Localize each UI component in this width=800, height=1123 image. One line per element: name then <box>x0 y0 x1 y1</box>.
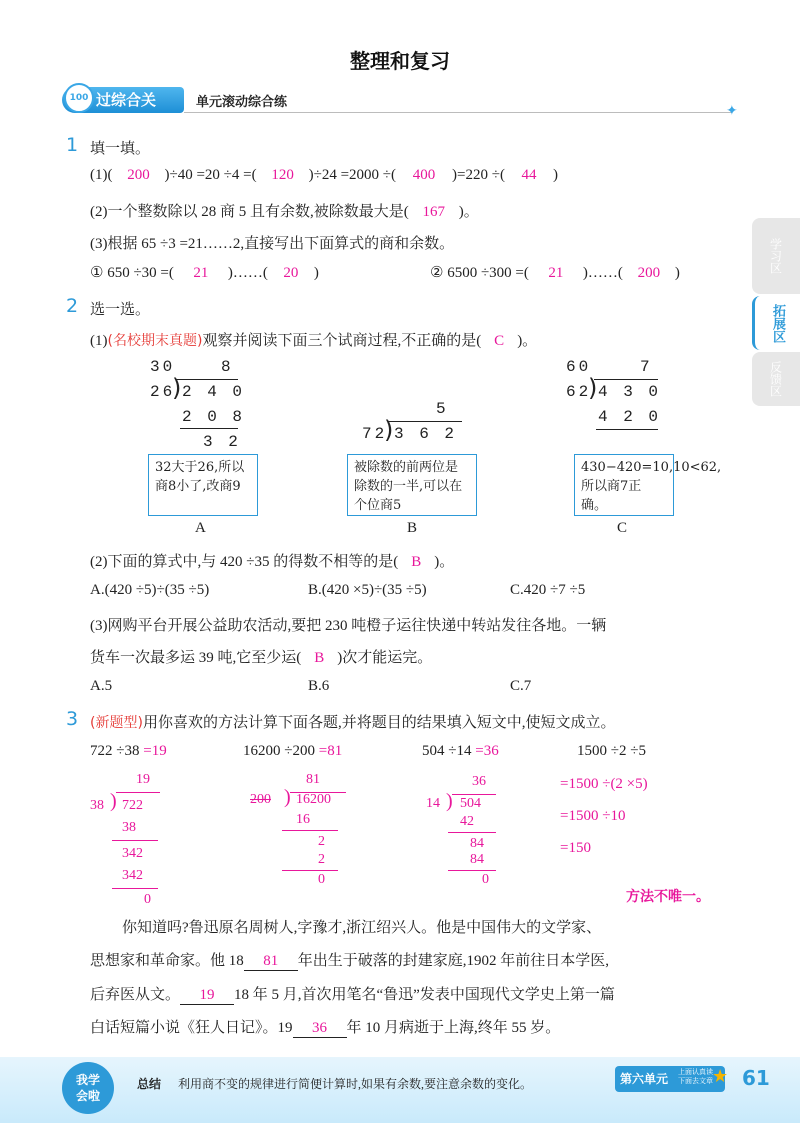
division-bracket: ) <box>110 790 117 812</box>
work-step: 342 <box>122 846 143 861</box>
explanation-box-c: 430−420=10,10<62,所以商7正确。 <box>574 454 674 516</box>
quotient: 8 <box>221 358 234 376</box>
story-line: 白话短篇小说《狂人日记》。19 36 年 10 月病逝于上海,终年 55 岁。 <box>90 1020 561 1036</box>
work-remainder: 0 <box>318 872 325 887</box>
unit-sub: 上面认真读 下面去文章 <box>678 1068 713 1085</box>
option-label-b: B <box>407 520 418 536</box>
explanation-box-b: 被除数的前两位是除数的一半,可以在个位商5 <box>347 454 477 516</box>
work-line: =1500 ÷10 <box>560 808 626 824</box>
divisor: 72 <box>362 425 388 443</box>
mascot-icon: ★ <box>712 1066 729 1086</box>
question-title: 填一填。 <box>90 141 151 157</box>
answer-field: 21 <box>548 265 564 281</box>
star-icon: ✦ <box>726 104 738 119</box>
product: 4 2 0 <box>598 408 662 426</box>
tab-extend[interactable]: 拓展区 <box>752 296 800 350</box>
question-title: (新题型)用你喜欢的方法计算下面各题,并将题目的结果填入短文中,使短文成立。 <box>90 715 616 731</box>
q2-option-a[interactable]: A.(420 ÷5)÷(35 ÷5) <box>90 582 210 598</box>
story-blank: 81 <box>244 953 298 971</box>
answer-field: B <box>411 554 422 570</box>
q2-part3-line1: (3)网购平台开展公益助农活动,要把 230 吨橙子运往快递中转站发往各地。一辆 <box>90 618 607 634</box>
option-label-c: C <box>617 520 628 536</box>
work-dividend: 722 <box>122 798 143 813</box>
answer-field: C <box>494 333 505 349</box>
divisor: 26 <box>150 383 176 401</box>
quotient: 5 <box>436 400 449 418</box>
tag-label: (名校期末真题) <box>107 333 203 349</box>
division-bracket: ) <box>284 786 291 808</box>
work-step: 42 <box>460 814 474 829</box>
work-remainder: 0 <box>482 872 489 887</box>
product: 2 0 8 <box>182 408 246 426</box>
answer-field: 21 <box>193 265 209 281</box>
option-label-a: A <box>195 520 206 536</box>
work-step: 38 <box>122 820 136 835</box>
story-line: 你知道吗?鲁迅原名周树人,字豫才,浙江绍兴人。他是中国伟大的文学家、 <box>122 920 602 936</box>
q2-option-b[interactable]: B.(420 ×5)÷(35 ÷5) <box>308 582 427 598</box>
trial-number: 30 <box>150 358 176 376</box>
tag-label: (新题型) <box>90 715 143 731</box>
work-step: 84 <box>470 852 484 867</box>
answer-field: 44 <box>521 167 537 183</box>
expression-4: 1500 ÷2 ÷5 <box>577 743 646 759</box>
work-remainder: 0 <box>144 892 151 907</box>
page-title: 整理和复习 <box>350 49 450 73</box>
expression-1: 722 ÷38 =19 <box>90 743 167 759</box>
question-title: 选一选。 <box>90 302 151 318</box>
question-number: 1 <box>66 134 79 156</box>
work-dividend: 504 <box>460 796 481 811</box>
q1-part3b: ② 6500 ÷300 =( 21 )……( 200 ) <box>430 265 680 281</box>
logo-icon: 我学 会啦 <box>62 1062 114 1114</box>
dividend: 4 3 0 <box>598 383 662 401</box>
question-number: 3 <box>66 708 79 730</box>
q1-part2: (2)一个整数除以 28 商 5 且有余数,被除数最大是( 167 )。 <box>90 204 479 220</box>
q2-part1: (1)(名校期末真题)观察并阅读下面三个试商过程,不正确的是( C )。 <box>90 333 538 349</box>
badge-icon: 100 <box>64 83 94 113</box>
work-step: 84 <box>470 836 484 851</box>
expression-2: 16200 ÷200 =81 <box>243 743 343 759</box>
section-subtitle: 单元滚动综合练 <box>196 95 288 110</box>
dividend: 3 6 2 <box>394 425 458 443</box>
footer-summary: 利用商不变的规律进行简便计算时,如果有余数,要注意余数的变化。 <box>178 1077 533 1091</box>
answer-field: 200 <box>637 265 661 281</box>
work-line: =1500 ÷(2 ×5) <box>560 776 648 792</box>
work-step: 2 <box>318 834 325 849</box>
unit-label: 第六单元 <box>620 1072 669 1086</box>
dividend: 2 4 0 <box>182 383 246 401</box>
answer-field: 20 <box>283 265 299 281</box>
quotient: 7 <box>640 358 653 376</box>
method-note: 方法不唯一。 <box>626 889 710 905</box>
division-bracket: ) <box>446 790 453 812</box>
work-line: =150 <box>560 840 591 856</box>
division-bracket: ) <box>588 374 598 402</box>
header-divider <box>184 112 732 113</box>
divisor: 62 <box>566 383 592 401</box>
work-quotient: 36 <box>472 774 486 789</box>
story-blank: 19 <box>180 987 234 1005</box>
q2-p3-option-c[interactable]: C.7 <box>510 678 532 694</box>
answer-field: 400 <box>412 167 436 183</box>
division-bracket: ) <box>384 416 394 444</box>
q2-part3-line2: 货车一次最多运 39 吨,它至少运( B )次才能运完。 <box>90 650 433 666</box>
q2-part2: (2)下面的算式中,与 420 ÷35 的得数不相等的是( B )。 <box>90 554 455 570</box>
q2-p3-option-b[interactable]: B.6 <box>308 678 330 694</box>
story-line: 思想家和革命家。他 18 81 年出生于破落的封建家庭,1902 年前往日本学医, <box>90 953 610 969</box>
q2-p3-option-a[interactable]: A.5 <box>90 678 113 694</box>
answer-field: 200 <box>127 167 150 183</box>
work-quotient: 81 <box>306 772 320 787</box>
story-blank: 36 <box>293 1020 347 1038</box>
work-step: 16 <box>296 812 310 827</box>
work-divisor: 38 <box>90 798 104 813</box>
q1-part3: (3)根据 65 ÷3 =21……2,直接写出下面算式的商和余数。 <box>90 236 455 252</box>
story-line: 后弃医从文。 19 18 年 5 月,首次用笔名“鲁迅”发表中国现代文学史上第一篇 <box>90 987 615 1003</box>
section-banner: 过综合关 <box>62 87 184 113</box>
answer-field: 167 <box>422 204 445 220</box>
expression-3: 504 ÷14 =36 <box>422 743 499 759</box>
q1-part3a: ① 650 ÷30 =( 21 )……( 20 ) <box>90 265 319 281</box>
explanation-box-a: 32大于26,所以商8小了,改商9 <box>148 454 258 516</box>
page-number: 61 <box>742 1066 770 1090</box>
q2-option-c[interactable]: C.420 ÷7 ÷5 <box>510 582 586 598</box>
work-divisor: 200 <box>250 792 271 807</box>
work-divisor: 14 <box>426 796 440 811</box>
question-number: 2 <box>66 295 79 317</box>
tab-feedback[interactable]: 反馈区 <box>752 352 800 406</box>
work-dividend: 16200 <box>296 792 331 807</box>
q1-part1: (1)( 200 )÷40 =20 ÷4 =( 120 )÷24 =2000 ÷( 400 )=220 ÷( 44 ) <box>90 167 558 183</box>
footer-label: 总结 <box>137 1077 162 1091</box>
answer-field: B <box>314 650 325 666</box>
remainder: 3 2 <box>203 433 241 451</box>
work-step: 2 <box>318 852 325 867</box>
trial-number: 60 <box>566 358 592 376</box>
work-quotient: 19 <box>136 772 150 787</box>
division-bracket: ) <box>172 374 182 402</box>
tab-study[interactable]: 学习区 <box>752 218 800 294</box>
work-step: 342 <box>122 868 143 883</box>
answer-field: 120 <box>271 167 294 183</box>
